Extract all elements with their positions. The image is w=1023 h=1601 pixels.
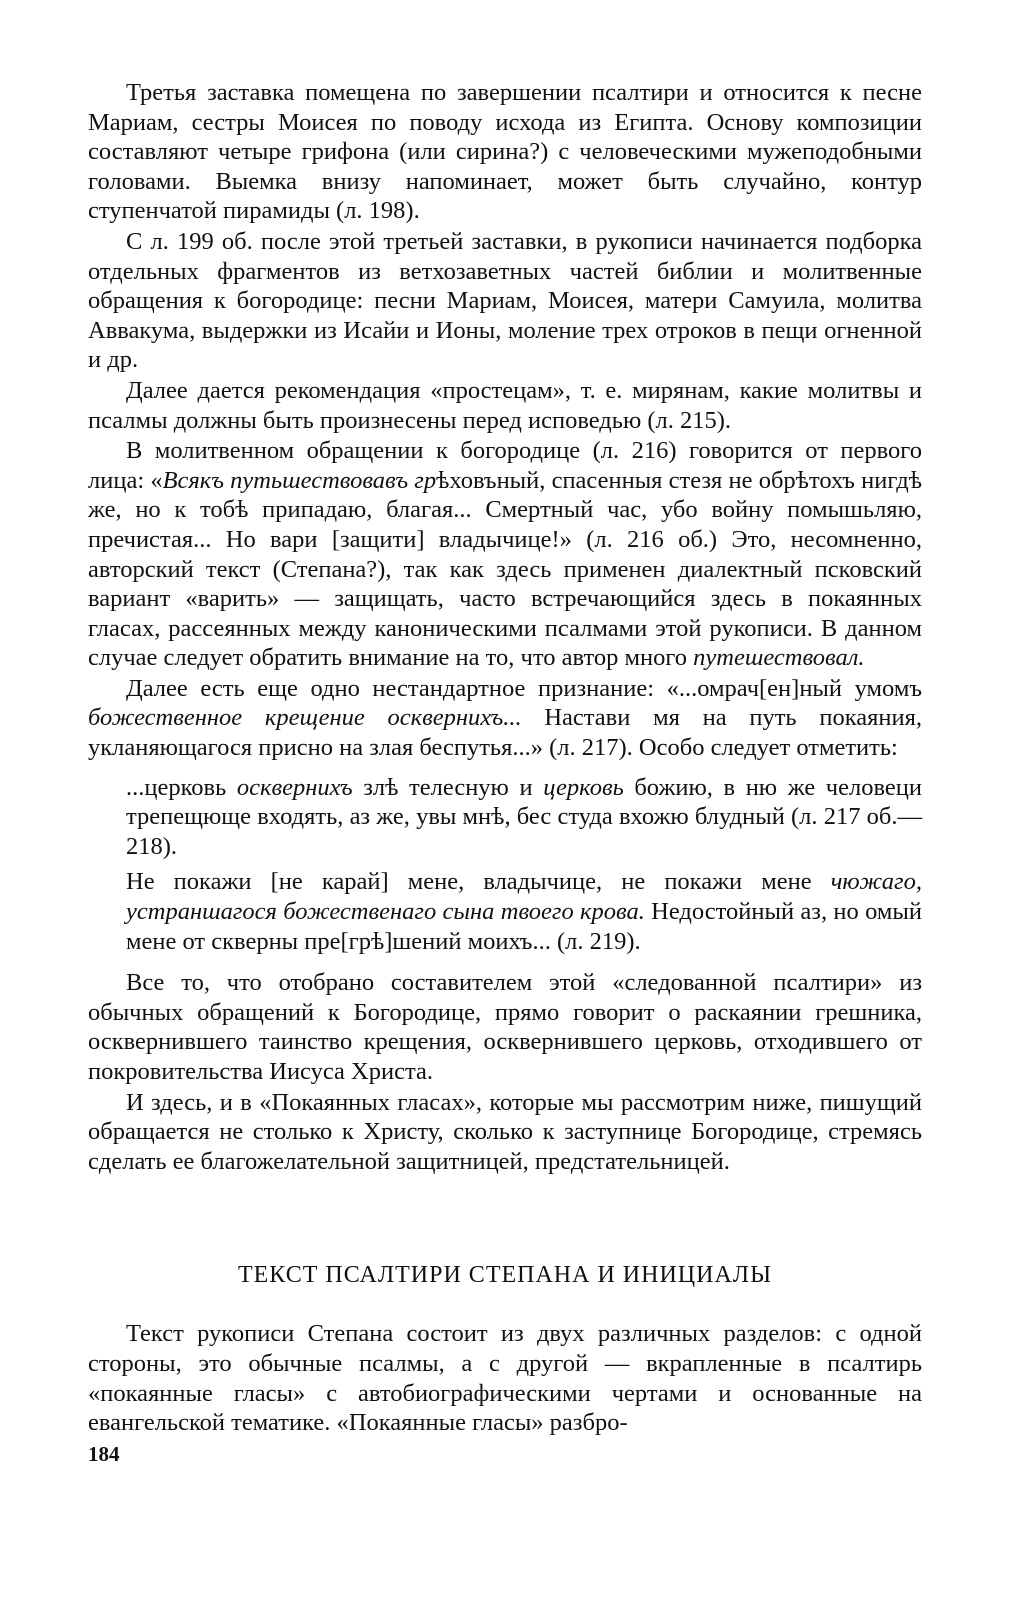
paragraph: [88, 1319, 922, 1437]
text-run: Третья заставка помещена по завершении псалтири и относится к песне Мариам, сестры Моисея по поводу исхода из Египта. Основу композиции составляют четыре грифона (или сирина?) с человеческими мужеподобными головами. Выемка внизу напоминает, может быть случайно, контур ступенчатой пирамиды (л. 198).: [88, 79, 922, 225]
paragraph: [88, 78, 922, 226]
italic-text: Всякъ путьшествовавъ гр: [162, 466, 437, 494]
text-run: злѣ телесную и: [352, 773, 544, 801]
text-run: Далее дается рекомендация «простецам», т. е. мирянам, какие молитвы и псалмы должны быть произнесены перед исповедью (л. 215).: [88, 376, 922, 434]
text-run: Не покажи [не карай] мене, владычице, не покажи мене: [126, 868, 831, 896]
text-run: Недостойный аз, но омый мене от скверны пре[грѣ]шений моихъ... (л. 219).: [126, 898, 922, 955]
italic-text: божественное крещение осквернихъ...: [88, 704, 522, 732]
block-quotes: [126, 773, 922, 957]
italic-text: чюжаго, устраншагося божественаго сына твоего крова.: [126, 868, 922, 926]
italic-text: путешествовал.: [693, 644, 865, 672]
paragraphs-top: [88, 78, 922, 763]
paragraphs-section: [88, 1319, 922, 1437]
paragraph: [88, 674, 922, 763]
section-heading: ТЕКСТ ПСАЛТИРИ СТЕПАНА И ИНИЦИАЛЫ: [237, 1262, 772, 1289]
paragraph: [88, 968, 922, 1086]
text-run: В молитвенном обращении к богородице (л. 216) говорится от первого лица: «: [88, 437, 922, 494]
text-run: Настави мя на путь покаяния, укланяющагося присно на злая беспутья...» (л. 217). Особо следует отметить:: [88, 704, 922, 762]
text-run: ѣховъный, спасенныя стезя не обрѣтохъ нигдѣ же, но к тобѣ припадаю, благая... Смертный час, убо войну помышьляю, пречистая... Но вари [защити] владычице!» (л. 216 об.) Это, несомненно, авторский текст (Степана?), так как здесь применен диалектный псковский вариант «варить» — защищать, часто встречающийся здесь в покаянных гласах, рассеянных между каноническими псалмами этой рукописи. В данном случае следует обратить внимание на то, что автор много: [88, 466, 922, 672]
page-number: 184: [88, 1442, 120, 1466]
paragraph: [88, 376, 922, 435]
text-run: Далее есть еще одно нестандартное признание: «...омрач[ен]ный умомъ: [126, 674, 922, 702]
text-run: С л. 199 об. после этой третьей заставки, в рукописи начинается подборка отдельных фрагментов из ветхозаветных частей библии и молитвенные обращения к богородице: песни Мариам, Моисея, матери Самуила, молитва Аввакума, выдержки из Исайи и Ионы, моление трех отроков в пещи огненной и др.: [88, 227, 922, 374]
paragraph: [88, 436, 922, 673]
text-run: Текст рукописи Степана состоит из двух различных разделов: с одной стороны, это обычные псалмы, а с другой — вкрапленные в псалтирь «покаянные гласы» с автобиографическими чертами и основанные на евангельской тематике. «Покаянные гласы» разбро-: [88, 1320, 922, 1437]
paragraph: [88, 227, 922, 375]
text-run: И здесь, и в «Покаянных гласах», которые мы рассмотрим ниже, пишущий обращается не столько к Христу, сколько к заступнице Богородице, стремясь сделать ее благожелательной защитницей, предстательницей.: [88, 1088, 922, 1175]
text-run: ...церковь: [126, 773, 237, 801]
text-run: божию, в ню же человеци трепещюще входять, аз же, увы мнѣ, бес студа вхожю блудный (л. 217 об.— 218).: [126, 773, 922, 860]
italic-text: церковь: [543, 773, 624, 801]
paragraph: [126, 867, 922, 956]
page-body: [88, 78, 922, 1439]
italic-text: осквернихъ: [236, 773, 353, 801]
paragraph: [126, 773, 922, 862]
paragraph: [88, 1088, 922, 1177]
text-run: Все то, что отобрано составителем этой «следованной псалтири» из обычных обращений к Богородице, прямо говорит о раскаянии грешника, осквернившего таинство крещения, осквернившего церковь, отходившего от покровительства Иисуса Христа.: [88, 969, 922, 1085]
paragraphs-bottom: [88, 968, 922, 1176]
